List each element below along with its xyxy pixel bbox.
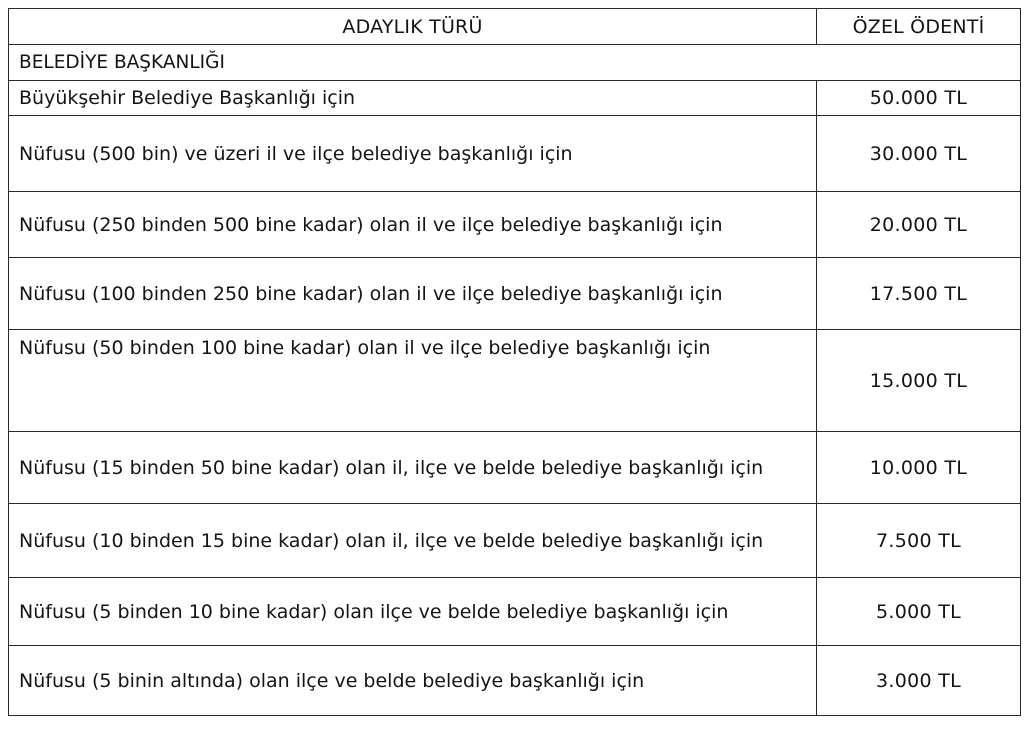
- header-row: [9, 9, 1021, 45]
- row-description: Nüfusu (5 binden 10 bine kadar) olan ilçe ve belde belediye başkanlığı için: [9, 578, 817, 646]
- section-row: [9, 45, 1021, 81]
- table-row: [9, 504, 1021, 578]
- fee-table: [8, 8, 1021, 716]
- row-description: Nüfusu (50 binden 100 bine kadar) olan il ve ilçe belediye başkanlığı için: [9, 330, 817, 432]
- table-row: [9, 116, 1021, 192]
- row-description: Nüfusu (250 binden 500 bine kadar) olan il ve ilçe belediye başkanlığı için: [9, 192, 817, 258]
- row-description: Nüfusu (5 binin altında) olan ilçe ve belde belediye başkanlığı için: [9, 646, 817, 716]
- table-row: [9, 646, 1021, 716]
- row-description: Büyükşehir Belediye Başkanlığı için: [9, 81, 817, 116]
- table-row: [9, 330, 1021, 432]
- section-title: BELEDİYE BAŞKANLIĞI: [9, 45, 1021, 81]
- row-fee: 20.000 TL: [817, 192, 1021, 258]
- table-row: [9, 81, 1021, 116]
- row-description: Nüfusu (10 binden 15 bine kadar) olan il, ilçe ve belde belediye başkanlığı için: [9, 504, 817, 578]
- row-fee: 5.000 TL: [817, 578, 1021, 646]
- table-row: [9, 258, 1021, 330]
- table-row: [9, 192, 1021, 258]
- row-fee: 17.500 TL: [817, 258, 1021, 330]
- row-fee: 15.000 TL: [817, 330, 1021, 432]
- column-header-fee: ÖZEL ÖDENTİ: [817, 9, 1021, 45]
- table-row: [9, 578, 1021, 646]
- row-description: Nüfusu (500 bin) ve üzeri il ve ilçe belediye başkanlığı için: [9, 116, 817, 192]
- row-fee: 50.000 TL: [817, 81, 1021, 116]
- row-description: Nüfusu (15 binden 50 bine kadar) olan il, ilçe ve belde belediye başkanlığı için: [9, 432, 817, 504]
- column-header-type: ADAYLIK TÜRÜ: [9, 9, 817, 45]
- row-fee: 10.000 TL: [817, 432, 1021, 504]
- table-row: [9, 432, 1021, 504]
- row-description: Nüfusu (100 binden 250 bine kadar) olan il ve ilçe belediye başkanlığı için: [9, 258, 817, 330]
- row-fee: 3.000 TL: [817, 646, 1021, 716]
- row-fee: 7.500 TL: [817, 504, 1021, 578]
- row-fee: 30.000 TL: [817, 116, 1021, 192]
